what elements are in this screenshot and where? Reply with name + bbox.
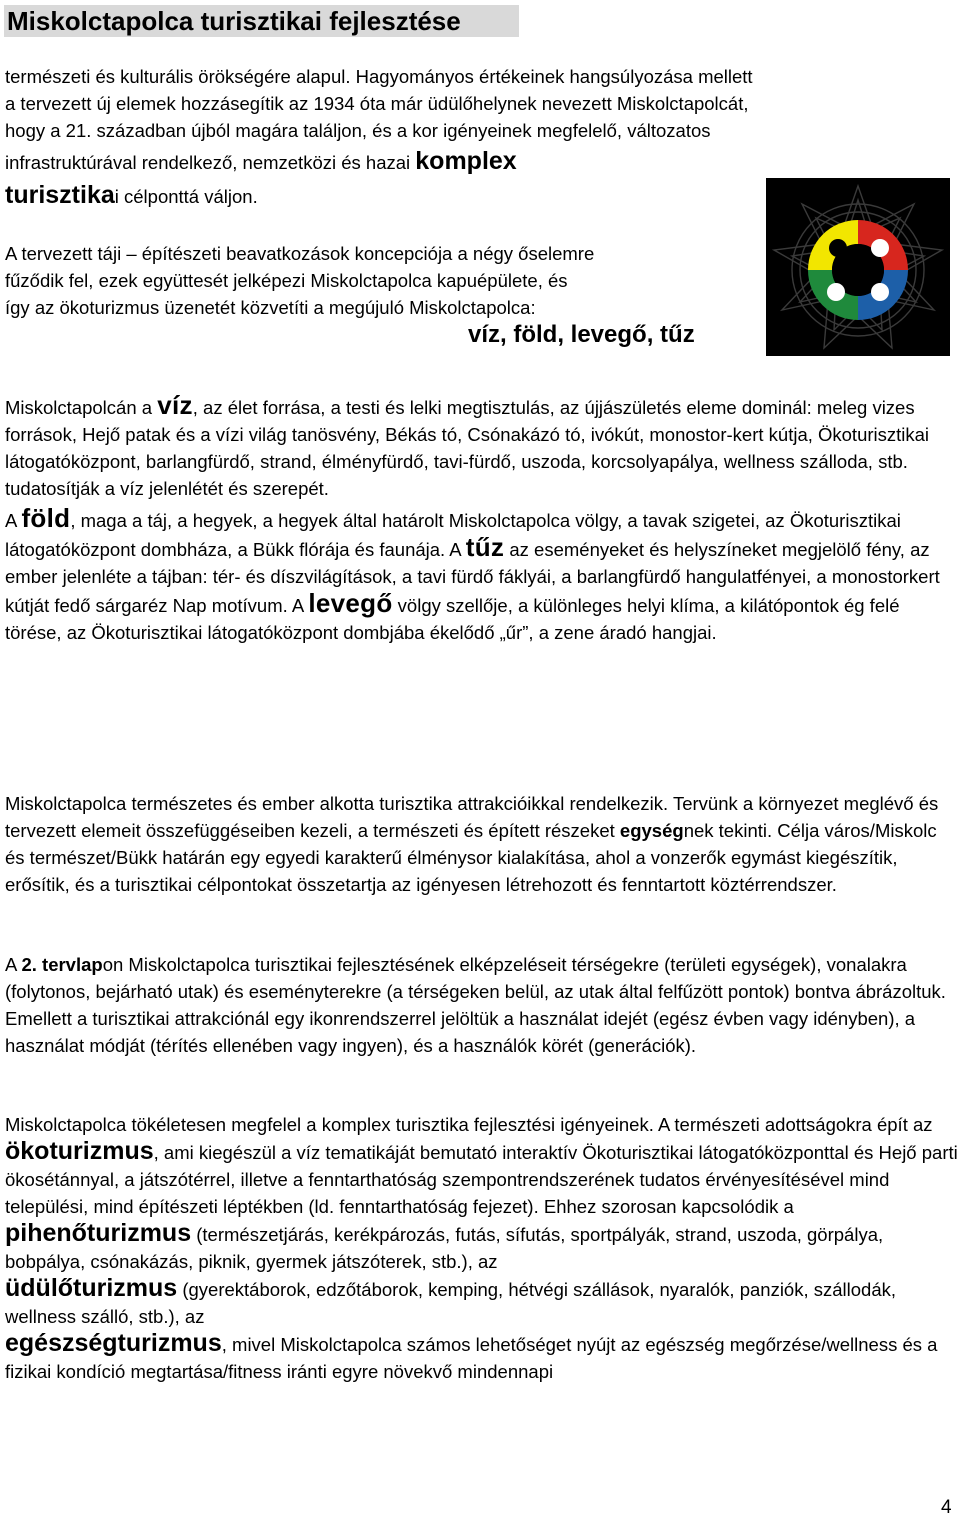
leisure-tourism-word: pihenőturizmus: [5, 1219, 192, 1247]
water-word: víz: [157, 390, 193, 420]
page-number: 4: [941, 1497, 952, 1518]
page-title: Miskolctapolca turisztikai fejlesztése: [4, 5, 519, 37]
four-elements-heading: víz, föld, levegő, tűz: [468, 321, 695, 348]
water-text-1: Miskolctapolcán a: [5, 397, 158, 418]
concept-line-1: A tervezett táji – építészeti beavatkozások koncepciója a négy őselemre: [5, 243, 595, 264]
tourism-text-5: , mivel Miskolctapolca számos lehetőséget nyújt az egészség megőrzése/wellness és a fizikai kondíció megtartása/fitness iránti egyre növekvő mindennapi: [5, 1334, 938, 1382]
air-word: levegő: [308, 588, 393, 618]
plan-text-2: on Miskolctapolca turisztikai fejlesztésének elképzeléseit térségekre (területi egységek), vonalakra (folytonos, bejárható utak) és eseményterekre (a térségeken belül, az utak által felfűzött pontok) bontva ábrázoltuk. Emellett a turisztikai attrakciónál egy ikonrendszerrel jelöltük a használat idejét (egész évben vagy idényben), a használat módját (térítés ellenében vagy ingyen), és a használók körét (generációk).: [5, 954, 946, 1056]
earth-text-2: , maga a táj, a hegyek, a hegyek által határolt Miskolctapolca völgy, a tavak szigetei, az Ökoturisztikai látogatóközpont dombháza, a Bükk flórája és faunája. A: [5, 510, 901, 560]
resort-tourism-word: üdülőturizmus: [5, 1274, 178, 1302]
unity-word: egység: [619, 820, 684, 841]
concept-line-3: így az ökoturizmus üzenetét közvetíti a megújuló Miskolctapolca:: [5, 297, 536, 318]
intro-text-5: i célponttá váljon.: [114, 186, 258, 207]
fire-word: tűz: [465, 532, 505, 562]
fire-text: az eseményeket és helyszíneket megjelölő fény, az ember jelenléte a tájban: tér- és díszvilágítások, a tavi fürdő fáklyái, a barlangfürdő hangulatfényei, a monostorkert kútját fedő sárgaréz Nap motívum. A: [5, 539, 940, 616]
intro-line-2: a tervezett új elemek hozzásegítik az 1934 óta már üdülőhelynek nevezett Miskolctapolcát,: [5, 93, 749, 114]
four-elements-emblem-icon: [766, 178, 950, 356]
intro-turisztika: turisztika: [5, 181, 115, 209]
earth-paragraph: [5, 505, 955, 646]
concept-paragraph: [5, 240, 760, 321]
earth-text-1: A: [5, 510, 22, 531]
water-text-2: , az élet forrása, a testi és lelki megtisztulás, az újjászületés eleme dominál: meleg vizes források, Hejő patak és a vízi világ tanösvény, Békás tó, Csónakázó tó, ivókút, monostor-kert kútja, Ökoturisztikai látogatóközpont, barlangfürdő, strand, élményfürdő, tavi-fürdő, uszoda, korcsolyapálya, wellness szálloda, stb. tudatosítják a víz jelenlétét és szerepét.: [5, 397, 930, 499]
plan-sheet-reference: 2. tervlap: [21, 954, 103, 975]
attractions-paragraph: [5, 790, 955, 898]
health-tourism-word: egészségturizmus: [5, 1329, 222, 1357]
air-text: völgy szellője, a különleges helyi klíma, a kilátópontok ég felé törése, az Ökoturisztikai látogatóközpont dombjába ékelődő „űr”, a zene áradó hangjai.: [5, 595, 900, 643]
plan-sheet-paragraph: [5, 951, 955, 1059]
tourism-text-3: (természetjárás, kerékpározás, futás, sífutás, sportpályák, strand, uszoda, görpálya, bobpálya, csónakázás, piknik, gyermek játszóterek, stb.), az: [5, 1224, 884, 1272]
intro-text-4: infrastruktúrával rendelkező, nemzetközi és hazai: [5, 152, 416, 173]
intro-komplex: komplex: [415, 147, 517, 175]
plan-text-1: A: [5, 954, 22, 975]
ecotourism-word: ökoturizmus: [5, 1137, 154, 1165]
intro-line-4: [5, 145, 955, 179]
intro-line-1: természeti és kulturális örökségére alapul. Hagyományos értékeinek hangsúlyozása mellett: [5, 66, 753, 87]
tourism-text-4: (gyerektáborok, edzőtáborok, kemping, hétvégi szállások, nyaralók, panziók, szállodák, wellness szálló, stb.), az: [5, 1279, 897, 1327]
tourism-text-1: Miskolctapolca tökéletesen megfelel a komplex turisztika fejlesztési igényeinek. A természeti adottságokra épít az: [5, 1114, 933, 1135]
elements-paragraph: [5, 392, 955, 646]
tourism-text-2: , ami kiegészül a víz tematikáját bemutató interaktív Ökoturisztikai látogatóközponttal és Hejő parti ökosétánnyal, a játszótérrel, illetve a fenntarthatóság szempontrendszerének tudatos érvényesítésével mind települési, mind építészeti léptékben (ld. fenntarthatóság fejezet). Ehhez szorosan kapcsolódik a: [5, 1142, 958, 1217]
attractions-text-2: nek tekinti. Célja város/Miskolc és természet/Bükk határán egy egyedi karakterű élménysor kialakítása, ahol a vonzerők egymást kiegészítik, erősítik, és a turisztikai célpontokat összetartja az igényesen létrehozott és fenntartott köztérrendszer.: [5, 820, 937, 895]
attractions-text-1: Miskolctapolca természetes és ember alkotta turisztika attrakcióikkal rendelkezik. Tervünk a környezet meglévő és tervezett elemeit összefüggéseiben kezeli, a természeti és épített részeket: [5, 793, 939, 841]
tourism-types-paragraph: [5, 1111, 960, 1385]
earth-word: föld: [21, 503, 71, 533]
intro-line-3: hogy a 21. században újból magára találjon, és a kor igényeinek megfelelő, változatos: [5, 120, 711, 141]
water-paragraph: [5, 392, 955, 502]
concept-line-2: fűződik fel, ezek együttesét jelképezi Miskolctapolca kapuépülete, és: [5, 270, 568, 291]
